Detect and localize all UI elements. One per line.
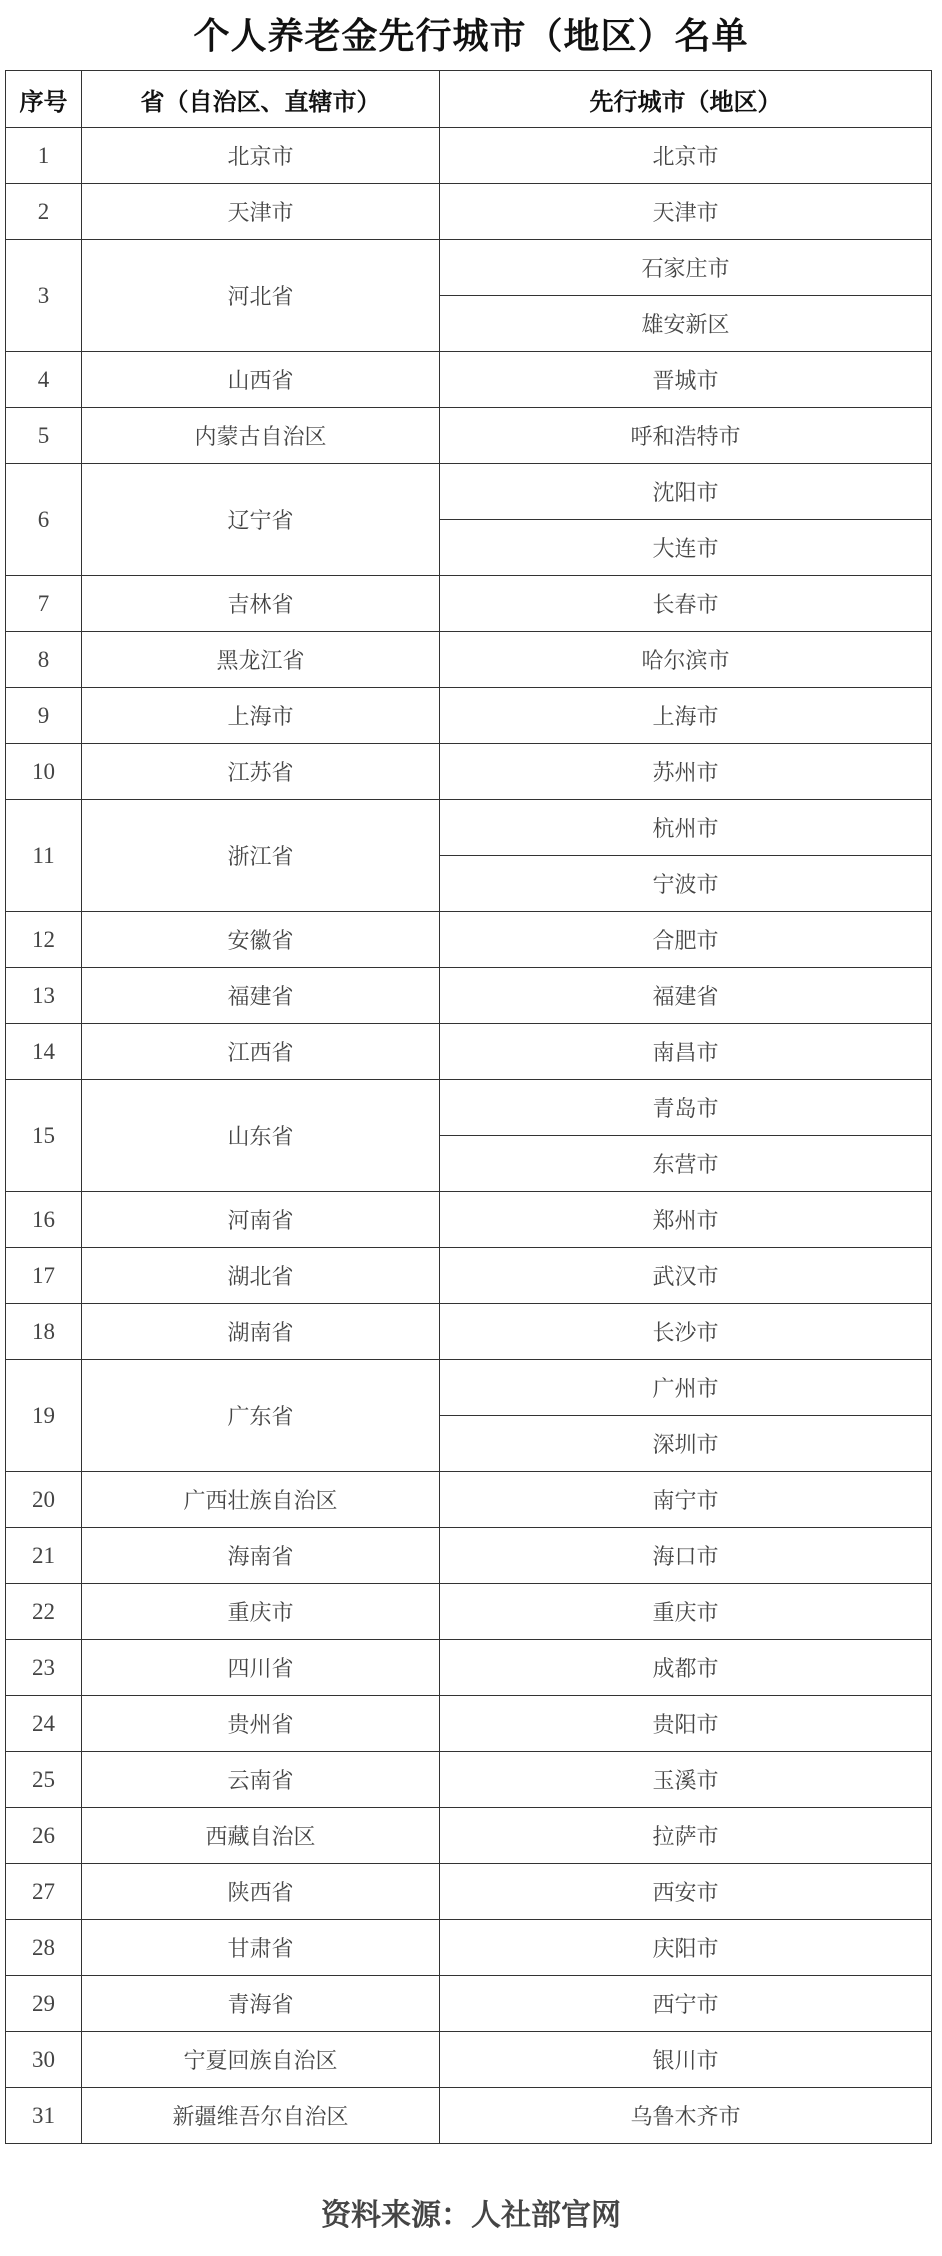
province-cell: 江苏省 — [82, 744, 440, 800]
province-cell: 山东省 — [82, 1080, 440, 1192]
row-number: 20 — [6, 1472, 82, 1528]
row-number: 11 — [6, 800, 82, 912]
row-number: 27 — [6, 1864, 82, 1920]
city-cell: 雄安新区 — [440, 296, 932, 352]
table-row — [6, 184, 932, 240]
city-cell: 庆阳市 — [440, 1920, 932, 1976]
row-number: 12 — [6, 912, 82, 968]
province-cell: 福建省 — [82, 968, 440, 1024]
header-city: 先行城市（地区） — [440, 71, 932, 128]
city-cell: 大连市 — [440, 520, 932, 576]
province-cell: 安徽省 — [82, 912, 440, 968]
province-cell: 山西省 — [82, 352, 440, 408]
row-number: 5 — [6, 408, 82, 464]
city-cell: 贵阳市 — [440, 1696, 932, 1752]
table-row — [6, 968, 932, 1024]
city-cell: 郑州市 — [440, 1192, 932, 1248]
city-cell: 拉萨市 — [440, 1808, 932, 1864]
province-cell: 黑龙江省 — [82, 632, 440, 688]
table-row — [6, 1752, 932, 1808]
table-row — [6, 1248, 932, 1304]
city-cell: 西安市 — [440, 1864, 932, 1920]
city-cell: 武汉市 — [440, 1248, 932, 1304]
province-cell: 海南省 — [82, 1528, 440, 1584]
city-cell: 合肥市 — [440, 912, 932, 968]
province-cell: 河南省 — [82, 1192, 440, 1248]
table-row — [6, 1360, 932, 1416]
city-cell: 北京市 — [440, 128, 932, 184]
row-number: 15 — [6, 1080, 82, 1192]
row-number: 3 — [6, 240, 82, 352]
row-number: 10 — [6, 744, 82, 800]
city-cell: 海口市 — [440, 1528, 932, 1584]
table-row — [6, 1472, 932, 1528]
row-number: 7 — [6, 576, 82, 632]
province-cell: 天津市 — [82, 184, 440, 240]
table-row — [6, 2032, 932, 2088]
city-cell: 深圳市 — [440, 1416, 932, 1472]
row-number: 6 — [6, 464, 82, 576]
province-cell: 北京市 — [82, 128, 440, 184]
page-title: 个人养老金先行城市（地区）名单 — [193, 15, 749, 57]
province-cell: 吉林省 — [82, 576, 440, 632]
table-row — [6, 240, 932, 296]
province-cell: 青海省 — [82, 1976, 440, 2032]
table-header-row — [6, 71, 932, 128]
city-cell: 广州市 — [440, 1360, 932, 1416]
city-cell: 石家庄市 — [440, 240, 932, 296]
row-number: 21 — [6, 1528, 82, 1584]
table-row — [6, 912, 932, 968]
city-cell: 乌鲁木齐市 — [440, 2088, 932, 2144]
table-row — [6, 128, 932, 184]
province-cell: 云南省 — [82, 1752, 440, 1808]
row-number: 29 — [6, 1976, 82, 2032]
table-row — [6, 1696, 932, 1752]
table-row — [6, 2088, 932, 2144]
province-cell: 宁夏回族自治区 — [82, 2032, 440, 2088]
city-cell: 成都市 — [440, 1640, 932, 1696]
table-row — [6, 632, 932, 688]
city-cell: 上海市 — [440, 688, 932, 744]
province-cell: 陕西省 — [82, 1864, 440, 1920]
province-cell: 广西壮族自治区 — [82, 1472, 440, 1528]
province-cell: 广东省 — [82, 1360, 440, 1472]
row-number: 24 — [6, 1696, 82, 1752]
city-cell: 福建省 — [440, 968, 932, 1024]
city-cell: 玉溪市 — [440, 1752, 932, 1808]
table-row — [6, 1528, 932, 1584]
city-cell: 南昌市 — [440, 1024, 932, 1080]
table-row — [6, 688, 932, 744]
row-number: 9 — [6, 688, 82, 744]
city-cell: 重庆市 — [440, 1584, 932, 1640]
table-row — [6, 408, 932, 464]
province-cell: 四川省 — [82, 1640, 440, 1696]
row-number: 22 — [6, 1584, 82, 1640]
city-cell: 沈阳市 — [440, 464, 932, 520]
province-cell: 河北省 — [82, 240, 440, 352]
province-cell: 新疆维吾尔自治区 — [82, 2088, 440, 2144]
row-number: 13 — [6, 968, 82, 1024]
row-number: 16 — [6, 1192, 82, 1248]
table-row — [6, 1192, 932, 1248]
pilot-cities-table — [5, 70, 932, 2144]
row-number: 28 — [6, 1920, 82, 1976]
table-row — [6, 1808, 932, 1864]
city-cell: 宁波市 — [440, 856, 932, 912]
table-row — [6, 1584, 932, 1640]
row-number: 4 — [6, 352, 82, 408]
province-cell: 贵州省 — [82, 1696, 440, 1752]
city-cell: 长春市 — [440, 576, 932, 632]
row-number: 25 — [6, 1752, 82, 1808]
row-number: 14 — [6, 1024, 82, 1080]
row-number: 31 — [6, 2088, 82, 2144]
province-cell: 内蒙古自治区 — [82, 408, 440, 464]
row-number: 17 — [6, 1248, 82, 1304]
city-cell: 长沙市 — [440, 1304, 932, 1360]
city-cell: 杭州市 — [440, 800, 932, 856]
city-cell: 天津市 — [440, 184, 932, 240]
province-cell: 上海市 — [82, 688, 440, 744]
row-number: 2 — [6, 184, 82, 240]
table-row — [6, 576, 932, 632]
header-province: 省（自治区、直辖市） — [82, 71, 440, 128]
row-number: 23 — [6, 1640, 82, 1696]
row-number: 1 — [6, 128, 82, 184]
city-cell: 青岛市 — [440, 1080, 932, 1136]
row-number: 19 — [6, 1360, 82, 1472]
table-row — [6, 1864, 932, 1920]
city-cell: 哈尔滨市 — [440, 632, 932, 688]
header-number: 序号 — [6, 71, 82, 128]
source-note: 资料来源：人社部官网 — [321, 2198, 621, 2233]
city-cell: 银川市 — [440, 2032, 932, 2088]
row-number: 18 — [6, 1304, 82, 1360]
province-cell: 辽宁省 — [82, 464, 440, 576]
row-number: 30 — [6, 2032, 82, 2088]
city-cell: 东营市 — [440, 1136, 932, 1192]
city-cell: 南宁市 — [440, 1472, 932, 1528]
province-cell: 江西省 — [82, 1024, 440, 1080]
city-cell: 呼和浩特市 — [440, 408, 932, 464]
table-row — [6, 464, 932, 520]
province-cell: 湖北省 — [82, 1248, 440, 1304]
table-row — [6, 1304, 932, 1360]
table-row — [6, 744, 932, 800]
row-number: 8 — [6, 632, 82, 688]
province-cell: 重庆市 — [82, 1584, 440, 1640]
table-row — [6, 1640, 932, 1696]
province-cell: 西藏自治区 — [82, 1808, 440, 1864]
city-cell: 晋城市 — [440, 352, 932, 408]
table-row — [6, 1920, 932, 1976]
table-row — [6, 1080, 932, 1136]
table-row — [6, 800, 932, 856]
table-row — [6, 1024, 932, 1080]
table-row — [6, 352, 932, 408]
province-cell: 湖南省 — [82, 1304, 440, 1360]
row-number: 26 — [6, 1808, 82, 1864]
city-cell: 西宁市 — [440, 1976, 932, 2032]
province-cell: 浙江省 — [82, 800, 440, 912]
city-cell: 苏州市 — [440, 744, 932, 800]
table-row — [6, 1976, 932, 2032]
province-cell: 甘肃省 — [82, 1920, 440, 1976]
